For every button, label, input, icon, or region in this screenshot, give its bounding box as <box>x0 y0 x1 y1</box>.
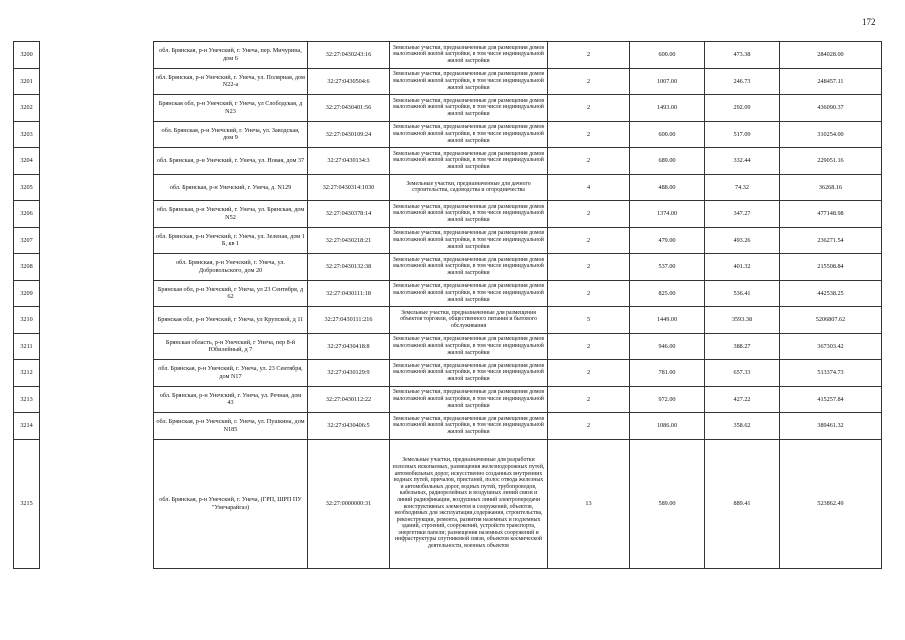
cadastral-value-cell: 367303.42 <box>780 333 882 360</box>
spacer-cell <box>40 68 154 95</box>
rate-cell: 657.33 <box>705 360 780 387</box>
land-use-cell: Земельные участки, предназначенные для размещения домов малоэтажной жилой застройки, в том числе индивидуальной жилой застройки <box>390 121 548 148</box>
spacer-cell <box>40 360 154 387</box>
spacer-cell <box>40 333 154 360</box>
cadastral-number-cell: 32:27:0000000:31 <box>308 439 390 568</box>
cadastral-value-cell: 389461.32 <box>780 413 882 440</box>
cadastral-number-cell: 32:27:0430401:56 <box>308 95 390 122</box>
table-row <box>14 360 882 387</box>
rate-cell: 3593.38 <box>705 307 780 334</box>
spacer-cell <box>40 227 154 254</box>
group-cell: 2 <box>548 201 630 228</box>
area-cell: 946.00 <box>630 333 705 360</box>
area-cell: 600.00 <box>630 121 705 148</box>
address-cell: обл. Брянская, р-н Унечский, г. Унеча, ул. Добровольского, дом 20 <box>154 254 308 281</box>
land-use-cell: Земельные участки, предназначенные для размещения домов малоэтажной жилой застройки, в том числе индивидуальной жилой застройки <box>390 148 548 175</box>
table-row <box>14 280 882 307</box>
address-cell: обл. Брянская, р-н Унечский, г. Унеча, ул. Полярная, дом N22-а <box>154 68 308 95</box>
table-row <box>14 121 882 148</box>
group-cell: 2 <box>548 333 630 360</box>
group-cell: 4 <box>548 174 630 201</box>
address-cell: Брянская обл, р-н Унечский, г Унеча, ул Крупской, д 11 <box>154 307 308 334</box>
land-use-cell: Земельные участки, предназначенные для размещения домов малоэтажной жилой застройки, в том числе индивидуальной жилой застройки <box>390 386 548 413</box>
group-cell: 2 <box>548 42 630 69</box>
cadastral-value-cell: 215508.84 <box>780 254 882 281</box>
row-number: 3214 <box>14 413 40 440</box>
table-row <box>14 201 882 228</box>
table-row <box>14 439 882 568</box>
area-cell: 537.00 <box>630 254 705 281</box>
spacer-cell <box>40 439 154 568</box>
cadastral-value-cell: 229051.16 <box>780 148 882 175</box>
cadastral-number-cell: 32:27:0430129:9 <box>308 360 390 387</box>
rate-cell: 347.27 <box>705 201 780 228</box>
group-cell: 2 <box>548 95 630 122</box>
spacer-cell <box>40 121 154 148</box>
row-number: 3207 <box>14 227 40 254</box>
address-cell: обл. Брянская, р-н Унечский, г. Унеча, ул. 23 Сентября, дом N17 <box>154 360 308 387</box>
cadastral-value-cell: 442538.25 <box>780 280 882 307</box>
cadastral-number-cell: 32:27:0430314:1030 <box>308 174 390 201</box>
cadastral-value-cell: 523862.49 <box>780 439 882 568</box>
land-use-cell: Земельные участки, предназначенные для размещения домов малоэтажной жилой застройки, в том числе индивидуальной жилой застройки <box>390 68 548 95</box>
area-cell: 1086.00 <box>630 413 705 440</box>
spacer-cell <box>40 95 154 122</box>
cadastral-value-table <box>13 41 882 569</box>
address-cell: обл. Брянская, р-н Унечский, г. Унеча, ул. Пушкина, дом N185 <box>154 413 308 440</box>
area-cell: 488.00 <box>630 174 705 201</box>
cadastral-value-cell: 236271.54 <box>780 227 882 254</box>
table-row <box>14 307 882 334</box>
rate-cell: 74.32 <box>705 174 780 201</box>
cadastral-value-cell: 415257.84 <box>780 386 882 413</box>
row-number: 3201 <box>14 68 40 95</box>
address-cell: Брянская обл, р-н Унечский, г Унеча, ул 23 Сентября, д 62 <box>154 280 308 307</box>
cadastral-value-cell: 310254.00 <box>780 121 882 148</box>
spacer-cell <box>40 280 154 307</box>
address-cell: обл. Брянская, р-н Унечский, г. Унеча, пер. Мичурина, дом 6 <box>154 42 308 69</box>
area-cell: 781.00 <box>630 360 705 387</box>
row-number: 3215 <box>14 439 40 568</box>
cadastral-number-cell: 32:27:0430111:216 <box>308 307 390 334</box>
rate-cell: 493.26 <box>705 227 780 254</box>
cadastral-value-cell: 513374.73 <box>780 360 882 387</box>
row-number: 3212 <box>14 360 40 387</box>
cadastral-number-cell: 32:27:0430504:6 <box>308 68 390 95</box>
land-use-cell: Земельные участки, предназначенные для размещения домов малоэтажной жилой застройки, в том числе индивидуальной жилой застройки <box>390 333 548 360</box>
group-cell: 5 <box>548 307 630 334</box>
area-cell: 825.00 <box>630 280 705 307</box>
table-row <box>14 333 882 360</box>
cadastral-number-cell: 32:27:0430134:3 <box>308 148 390 175</box>
cadastral-number-cell: 32:27:0430378:14 <box>308 201 390 228</box>
area-cell: 972.00 <box>630 386 705 413</box>
group-cell: 2 <box>548 280 630 307</box>
cadastral-value-cell: 477148.98 <box>780 201 882 228</box>
spacer-cell <box>40 148 154 175</box>
cadastral-number-cell: 32:27:0430218:21 <box>308 227 390 254</box>
table-row <box>14 42 882 69</box>
group-cell: 2 <box>548 148 630 175</box>
address-cell: обл. Брянская, р-н Унечский, г. Унеча, (ГРП, ШРП ПУ "Унечарайгаз) <box>154 439 308 568</box>
group-cell: 2 <box>548 413 630 440</box>
land-use-cell: Земельные участки, предназначенные для размещения домов малоэтажной жилой застройки, в том числе индивидуальной жилой застройки <box>390 280 548 307</box>
address-cell: Брянская обл, р-н Унечский, г Унеча, ул Слободская, д N23 <box>154 95 308 122</box>
rate-cell: 536.41 <box>705 280 780 307</box>
spacer-cell <box>40 413 154 440</box>
group-cell: 2 <box>548 386 630 413</box>
cadastral-number-cell: 32:27:0430112:22 <box>308 386 390 413</box>
land-use-cell: Земельные участки, предназначенные для размещения домов малоэтажной жилой застройки, в том числе индивидуальной жилой застройки <box>390 413 548 440</box>
table-row <box>14 148 882 175</box>
spacer-cell <box>40 307 154 334</box>
row-number: 3213 <box>14 386 40 413</box>
spacer-cell <box>40 174 154 201</box>
group-cell: 2 <box>548 254 630 281</box>
row-number: 3204 <box>14 148 40 175</box>
rate-cell: 246.73 <box>705 68 780 95</box>
table-row <box>14 95 882 122</box>
rate-cell: 473.38 <box>705 42 780 69</box>
rate-cell: 517.09 <box>705 121 780 148</box>
land-use-cell: Земельные участки, предназначенные для размещения домов малоэтажной жилой застройки, в том числе индивидуальной жилой застройки <box>390 360 548 387</box>
cadastral-value-cell: 284028.00 <box>780 42 882 69</box>
rate-cell: 401.32 <box>705 254 780 281</box>
spacer-cell <box>40 201 154 228</box>
land-use-cell: Земельные участки, предназначенные для разработки полезных ископаемых, размещения железнодорожных путей, автомобильных дорог, искусственно созданных внутренних водных путей, причалов, пристаней, полос отвода железных и автомобильных дорог, водных путей, трубопроводов, кабельных, радиорелейных и воздушных линий связи и линий радиофикации, воздушных линий электропередачи конструктивных элементов и сооружений, объектов, необходимых для эксплуатации,содержания, строительства, реконструкции, ремонта, развития наземных и подземных зданий, строений, сооружений, устройств транспорта, энергетики папели; размещения наземных сооружений и инфраструктуры спутниковой связи, объектов космической деятельности, военных объектов <box>390 439 548 568</box>
cadastral-number-cell: 32:27:0430406:5 <box>308 413 390 440</box>
address-cell: Брянская область, р-н Унечский, г Унеча, пер 8-й Юбилейный, д 7 <box>154 333 308 360</box>
cadastral-number-cell: 32:27:0430132:38 <box>308 254 390 281</box>
spacer-cell <box>40 254 154 281</box>
area-cell: 1493.00 <box>630 95 705 122</box>
group-cell: 2 <box>548 227 630 254</box>
cadastral-value-cell: 436090.37 <box>780 95 882 122</box>
area-cell: 600.00 <box>630 42 705 69</box>
cadastral-value-cell: 36268.16 <box>780 174 882 201</box>
land-use-cell: Земельные участки, предназначенные для дачного строительства, садоводства и огородничества <box>390 174 548 201</box>
land-use-cell: Земельные участки, предназначенные для размещения домов малоэтажной жилой застройки, в том числе индивидуальной жилой застройки <box>390 254 548 281</box>
cadastral-number-cell: 32:27:0430111:18 <box>308 280 390 307</box>
rate-cell: 889.41 <box>705 439 780 568</box>
address-cell: обл. Брянская, р-н Унечский, г. Унеча, ул. Брянская, дом N52 <box>154 201 308 228</box>
table-row <box>14 174 882 201</box>
rate-cell: 292.09 <box>705 95 780 122</box>
address-cell: обл. Брянская, р-н Унечский, г. Унеча, ул. Зеленая, дом 1 Б, кв 1 <box>154 227 308 254</box>
table-row <box>14 413 882 440</box>
table-row <box>14 68 882 95</box>
area-cell: 689.00 <box>630 148 705 175</box>
table-row <box>14 227 882 254</box>
rate-cell: 332.44 <box>705 148 780 175</box>
area-cell: 1374.00 <box>630 201 705 228</box>
land-use-cell: Земельные участки, предназначенные для размещения домов малоэтажной жилой застройки, в том числе индивидуальной жилой застройки <box>390 227 548 254</box>
rate-cell: 427.22 <box>705 386 780 413</box>
cadastral-number-cell: 32:27:0430243:16 <box>308 42 390 69</box>
area-cell: 589.00 <box>630 439 705 568</box>
group-cell: 2 <box>548 121 630 148</box>
row-number: 3211 <box>14 333 40 360</box>
group-cell: 2 <box>548 360 630 387</box>
area-cell: 1007.00 <box>630 68 705 95</box>
address-cell: обл. Брянская, р-н Унечский, г. Унеча, ул. Речная, дом 43 <box>154 386 308 413</box>
row-number: 3200 <box>14 42 40 69</box>
spacer-cell <box>40 386 154 413</box>
land-use-cell: Земельные участки, предназначенные для размещения объектов торговли, общественного питания и бытового обслуживания <box>390 307 548 334</box>
row-number: 3210 <box>14 307 40 334</box>
spacer-cell <box>40 42 154 69</box>
cadastral-value-cell: 5206807.62 <box>780 307 882 334</box>
cadastral-number-cell: 32:27:0430418:8 <box>308 333 390 360</box>
land-use-cell: Земельные участки, предназначенные для размещения домов малоэтажной жилой застройки, в том числе индивидуальной жилой застройки <box>390 201 548 228</box>
row-number: 3203 <box>14 121 40 148</box>
address-cell: обл. Брянская, р-н Унечский, г. Унеча, ул. Заводская, дом 9 <box>154 121 308 148</box>
row-number: 3206 <box>14 201 40 228</box>
page-number: 172 <box>862 17 876 27</box>
row-number: 3209 <box>14 280 40 307</box>
area-cell: 1449.00 <box>630 307 705 334</box>
rate-cell: 358.62 <box>705 413 780 440</box>
land-use-cell: Земельные участки, предназначенные для размещения домов малоэтажной жилой застройки, в том числе индивидуальной жилой застройки <box>390 42 548 69</box>
rate-cell: 388.27 <box>705 333 780 360</box>
land-use-cell: Земельные участки, предназначенные для размещения домов малоэтажной жилой застройки, в том числе индивидуальной жилой застройки <box>390 95 548 122</box>
table-row <box>14 254 882 281</box>
address-cell: обл. Брянская, р-н Унечский, г. Унеча, ул. Новая, дом 37 <box>154 148 308 175</box>
row-number: 3208 <box>14 254 40 281</box>
row-number: 3202 <box>14 95 40 122</box>
group-cell: 13 <box>548 439 630 568</box>
cadastral-number-cell: 32:27:0430109:24 <box>308 121 390 148</box>
table-row <box>14 386 882 413</box>
cadastral-value-cell: 248457.11 <box>780 68 882 95</box>
row-number: 3205 <box>14 174 40 201</box>
area-cell: 479.00 <box>630 227 705 254</box>
group-cell: 2 <box>548 68 630 95</box>
address-cell: обл. Брянская, р-н Унечский, г. Унеча, д. N129 <box>154 174 308 201</box>
